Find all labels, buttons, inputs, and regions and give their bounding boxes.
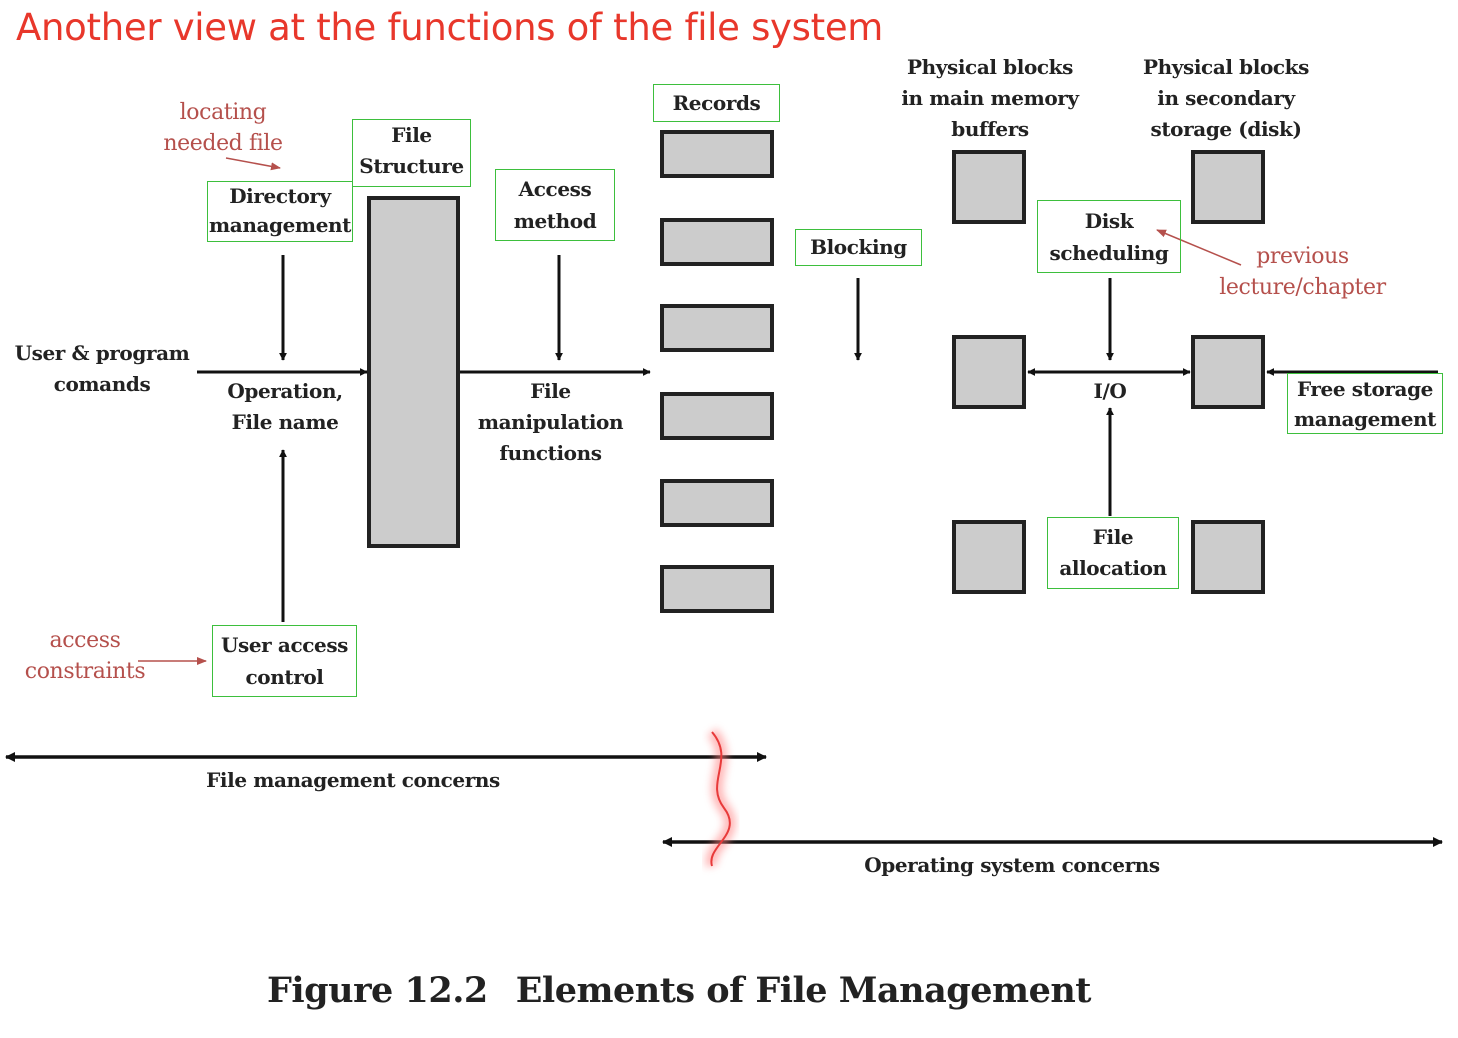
disk-scheduling-box: Disk scheduling [1037,200,1181,273]
os-concerns-label: Operating system concerns [864,853,1160,877]
file-allocation-box: File allocation [1047,517,1179,589]
disk-block [1193,152,1263,222]
physical-main-memory-label: Physical blocks in main memory buffers [901,55,1079,141]
record-block [662,394,772,438]
memory-buffer-block [954,152,1024,222]
file-management-concerns-label: File management concerns [206,768,500,792]
access-method-box: Access method [495,169,615,241]
operation-file-name-label: Operation, File name [227,379,343,434]
annotation-arrow-locating [226,158,280,168]
directory-management-box: Directory management [207,181,353,242]
record-block [662,132,772,176]
slide-title: Another view at the functions of the file system [16,6,884,49]
record-block [662,567,772,611]
annotation-access-constraints: access constraints [24,628,146,684]
blocking-box: Blocking [795,229,922,266]
file-manipulation-label: File manipulation functions [477,379,624,465]
record-block [662,306,772,350]
memory-buffer-block [954,337,1024,407]
physical-secondary-label: Physical blocks in secondary storage (disk) [1143,55,1309,141]
io-label: I/O [1093,379,1127,403]
record-block [662,220,772,264]
disk-block [1193,522,1263,592]
records-box: Records [653,84,780,122]
disk-block [1193,337,1263,407]
figure-caption [0,970,1358,1011]
user-commands-label: User & program comands [14,341,190,396]
annotation-locating-needed-file: locating needed file [163,100,283,156]
file-structure-block [369,198,458,546]
record-block [662,481,772,525]
free-storage-management-box: Free storage management [1287,373,1443,434]
figure-number: Figure 12.2 [267,970,488,1011]
memory-buffer-block [954,522,1024,592]
annotation-previous-lecture: previous lecture/chapter [1219,244,1386,300]
user-access-control-box: User access control [212,625,357,697]
file-structure-box: File Structure [352,119,471,187]
figure-title: Elements of File Management [515,970,1091,1011]
